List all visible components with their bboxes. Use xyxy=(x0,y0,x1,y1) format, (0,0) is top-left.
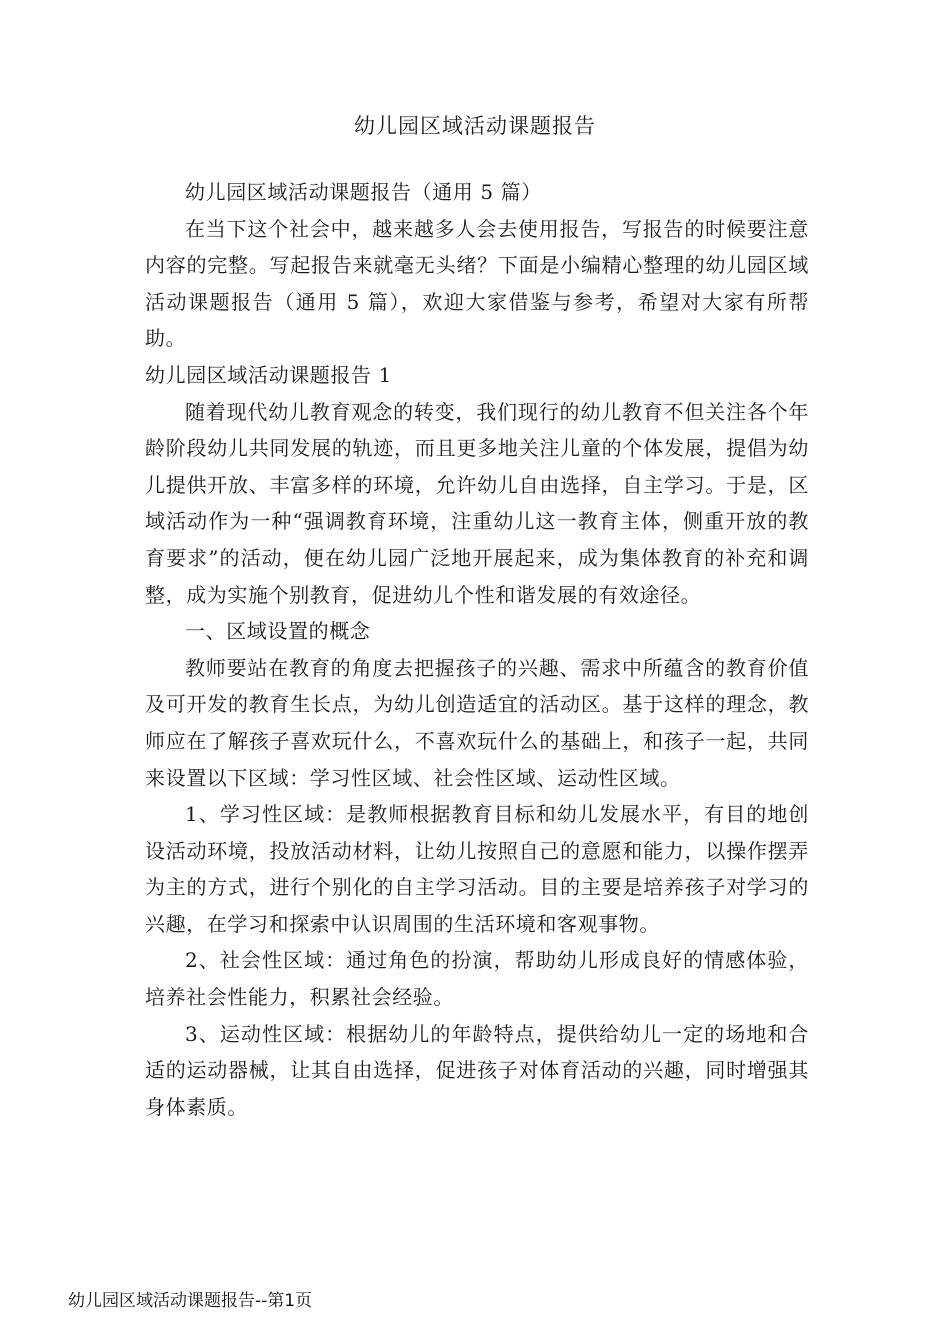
paragraph-learning-area: 1、学习性区域：是教师根据教育目标和幼儿发展水平，有目的地创设活动环境，投放活动材料，让幼儿按照自己的意愿和能力，以操作摆弄为主的方式，进行个别化的自主学习活动。目的主要是培养孩子对学习的兴趣，在学习和探索中认识周围的生活环境和客观事物。 xyxy=(145,802,809,936)
document-title: 幼儿园区域活动课题报告 xyxy=(354,114,596,138)
paragraph-sports-area: 3、运动性区域：根据幼儿的年龄特点，提供给幼儿一定的场地和合适的运动器械，让其自由选择，促进孩子对体育活动的兴趣，同时增强其身体素质。 xyxy=(145,1021,809,1119)
document-body xyxy=(145,174,809,1125)
paragraph-background: 随着现代幼儿教育观念的转变，我们现行的幼儿教育不但关注各个年龄阶段幼儿共同发展的轨迹，而且更多地关注儿童的个体发展，提倡为幼儿提供开放、丰富多样的环境，允许幼儿自由选择，自主学习。于是，区域活动作为一种“强调教育环境，注重幼儿这一教育主体，侧重开放的教育要求”的活动，便在幼儿园广泛地开展起来，成为集体教育的补充和调整，成为实施个别教育，促进幼儿个性和谐发展的有效途径。 xyxy=(145,399,809,607)
section-heading-report-1: 幼儿园区域活动课题报告 1 xyxy=(145,362,392,387)
paragraph-concept: 教师要站在教育的角度去把握孩子的兴趣、需求中所蕴含的教育价值及可开发的教育生长点，为幼儿创造适宜的活动区。基于这样的理念，教师应在了解孩子喜欢玩什么，不喜欢玩什么的基础上，和孩子一起，共同来设置以下区域：学习性区域、社会性区域、运动性区域。 xyxy=(145,655,809,790)
page-footer: 幼儿园区域活动课题报告--第1页 xyxy=(68,1291,313,1311)
subheading-concept: 一、区域设置的概念 xyxy=(185,619,371,644)
paragraph-social-area: 2、社会性区域：通过角色的扮演，帮助幼儿形成良好的情感体验，培养社会性能力，积累社会经验。 xyxy=(145,948,809,1010)
paragraph-intro: 在当下这个社会中，越来越多人会去使用报告，写报告的时候要注意内容的完整。写起报告来就毫无头绪？下面是小编精心整理的幼儿园区域活动课题报告（通用 5 篇），欢迎大家借鉴与参考，希望对大家有所帮助。 xyxy=(145,216,809,351)
paragraph-subtitle: 幼儿园区域活动课题报告（通用 5 篇） xyxy=(185,180,542,204)
